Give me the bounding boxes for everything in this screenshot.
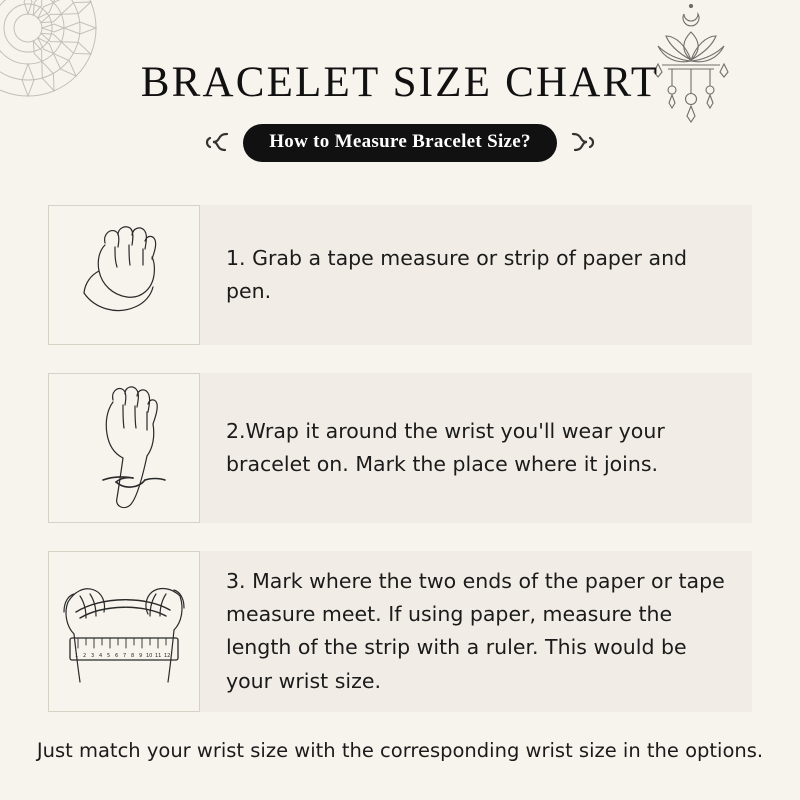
step-row	[48, 373, 752, 523]
svg-text:3: 3	[91, 653, 95, 660]
svg-text:12: 12	[164, 653, 171, 660]
svg-text:11: 11	[155, 653, 162, 660]
step-text: 3. Mark where the two ends of the paper or tape measure meet. If using paper, measure the length of the strip with a ruler. This would be your wrist size.	[226, 569, 725, 693]
steps-list	[0, 205, 800, 740]
subtitle-row	[0, 124, 800, 162]
hands-measuring-with-ruler-icon	[48, 551, 200, 712]
step-row	[48, 551, 752, 712]
subtitle-pill: How to Measure Bracelet Size?	[243, 124, 557, 162]
flourish-right-icon	[569, 128, 595, 158]
fist-hand-with-tape-icon	[48, 205, 200, 345]
svg-text:2: 2	[83, 653, 87, 660]
footer-note: Just match your wrist size with the corresponding wrist size in the options.	[36, 739, 764, 762]
svg-text:1: 1	[75, 653, 79, 660]
page-title: BRACELET SIZE CHART	[140, 59, 660, 106]
svg-text:6: 6	[115, 653, 119, 660]
step-row	[48, 205, 752, 345]
svg-text:8: 8	[131, 653, 135, 660]
svg-text:4: 4	[99, 653, 103, 660]
step-text: 1. Grab a tape measure or strip of paper and pen.	[226, 245, 688, 303]
flourish-left-icon	[205, 128, 231, 158]
svg-text:7: 7	[123, 653, 127, 660]
svg-text:10: 10	[146, 653, 153, 660]
wrist-wrapped-with-tape-icon	[48, 373, 200, 523]
svg-text:5: 5	[107, 653, 111, 660]
svg-text:9: 9	[139, 653, 143, 660]
step-text: 2.Wrap it around the wrist you'll wear your bracelet on. Mark the place where it joins.	[226, 418, 665, 476]
